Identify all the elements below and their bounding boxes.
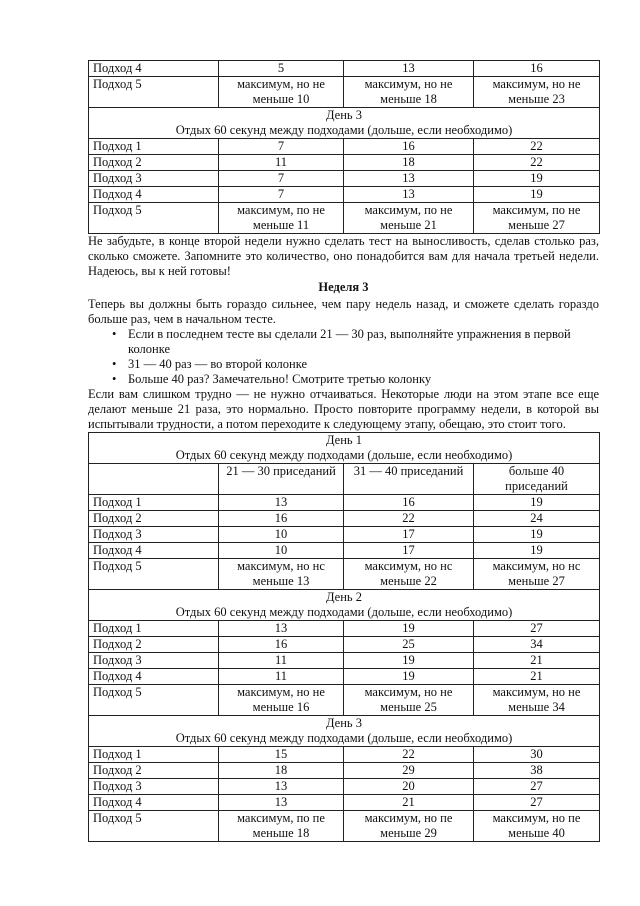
cell-value: 20 <box>344 779 474 795</box>
cell-value: 13 <box>344 187 474 203</box>
cell-value: максимум, по не меньше 27 <box>474 203 600 234</box>
table-row <box>89 747 600 763</box>
cell-value: 15 <box>219 747 344 763</box>
cell-value: 7 <box>219 139 344 155</box>
day-title-cell <box>89 108 600 139</box>
table-week3 <box>88 432 600 842</box>
list-item-text: 31 — 40 раз — во второй колонке <box>128 357 308 371</box>
bullet-icon: • <box>112 357 117 371</box>
cell-value: 11 <box>219 669 344 685</box>
table-row <box>89 77 600 108</box>
empty-header-cell <box>89 464 219 495</box>
column-choice-list <box>88 327 599 387</box>
row-label: Подход 4 <box>89 187 219 203</box>
table-row <box>89 669 600 685</box>
table-row <box>89 187 600 203</box>
rest-note: Отдых 60 секунд между подходами (дольше, если необходимо) <box>175 731 513 745</box>
cell-value: 11 <box>219 653 344 669</box>
row-label: Подход 4 <box>89 543 219 559</box>
cell-value: 19 <box>474 187 600 203</box>
cell-value: 21 <box>474 653 600 669</box>
cell-value: максимум, по пе меньше 18 <box>219 811 344 842</box>
row-label: Подход 3 <box>89 171 219 187</box>
day-header-row <box>89 433 600 464</box>
cell-value: 7 <box>219 171 344 187</box>
cell-value: 18 <box>219 763 344 779</box>
row-label: Подход 5 <box>89 685 219 716</box>
cell-value: 16 <box>344 495 474 511</box>
cell-value: максимум, но не меньше 10 <box>219 77 344 108</box>
cell-value: 11 <box>219 155 344 171</box>
day-header-row <box>89 108 600 139</box>
table-row <box>89 155 600 171</box>
cell-value: 7 <box>219 187 344 203</box>
bullet-icon: • <box>112 327 117 341</box>
table-row <box>89 203 600 234</box>
row-label: Подход 1 <box>89 747 219 763</box>
rest-note: Отдых 60 секунд между подходами (дольше, если необходимо) <box>175 605 513 619</box>
cell-value: 34 <box>474 637 600 653</box>
cell-value: 22 <box>474 155 600 171</box>
list-item-text: Больше 40 раз? Замечательно! Смотрите третью колонку <box>128 372 432 386</box>
day-title: День 2 <box>326 590 362 604</box>
endurance-test-paragraph: Не забудьте, в конце второй недели нужно сделать тест на выносливость, сделав столько раз, сколько сможете. Запомните это количество, оно понадобится вам для начала третьей недели. Надеюсь, вы к ней готовы! <box>88 234 599 278</box>
cell-value: 24 <box>474 511 600 527</box>
day-title: День 3 <box>326 108 362 122</box>
week3-heading: Неделя 3 <box>318 280 369 294</box>
row-label: Подход 4 <box>89 795 219 811</box>
row-label: Подход 4 <box>89 61 219 77</box>
cell-value: 22 <box>344 747 474 763</box>
rest-note: Отдых 60 секунд между подходами (дольше, если необходимо) <box>175 448 513 462</box>
row-label: Подход 5 <box>89 559 219 590</box>
cell-value: 13 <box>219 621 344 637</box>
cell-value: 16 <box>219 511 344 527</box>
cell-value: 29 <box>344 763 474 779</box>
table-row <box>89 61 600 77</box>
row-label: Подход 3 <box>89 653 219 669</box>
cell-value: 19 <box>474 171 600 187</box>
table-row <box>89 763 600 779</box>
cell-value: 27 <box>474 621 600 637</box>
cell-value: 16 <box>344 139 474 155</box>
table-row <box>89 171 600 187</box>
cell-value: 25 <box>344 637 474 653</box>
cell-value: максимум, но нс меньше 22 <box>344 559 474 590</box>
column-header: больше 40 приседаний <box>474 464 600 495</box>
cell-value: максимум, по не меньше 11 <box>219 203 344 234</box>
day-header-row <box>89 590 600 621</box>
cell-value: 10 <box>219 543 344 559</box>
list-item <box>88 327 599 357</box>
encouragement-paragraph: Если вам слишком трудно — не нужно отчаиваться. Некоторые люди на этом этапе все еще делают меньше 21 раза, это нормально. Просто повторите программу недели, в которой вы испытывали трудности, а потом переходите к следующему этапу, обещаю, это стоит того. <box>88 387 599 431</box>
bullet-icon: • <box>112 372 117 386</box>
intro-paragraph: Теперь вы должны быть гораздо сильнее, чем пару недель назад, и сможете сделать гораздо больше раз, чем в начальном тесте. <box>88 297 599 326</box>
row-label: Подход 2 <box>89 155 219 171</box>
row-label: Подход 5 <box>89 811 219 842</box>
cell-value: 13 <box>344 171 474 187</box>
cell-value: 21 <box>344 795 474 811</box>
cell-value: 17 <box>344 527 474 543</box>
row-label: Подход 1 <box>89 495 219 511</box>
row-label: Подход 4 <box>89 669 219 685</box>
table-row <box>89 637 600 653</box>
day-title: День 3 <box>326 716 362 730</box>
day-title-cell <box>89 716 600 747</box>
cell-value: 17 <box>344 543 474 559</box>
day-title: День 1 <box>326 433 362 447</box>
row-label: Подход 1 <box>89 621 219 637</box>
cell-value: 5 <box>219 61 344 77</box>
cell-value: максимум, но нс меньше 27 <box>474 559 600 590</box>
cell-value: 13 <box>219 779 344 795</box>
cell-value: 22 <box>474 139 600 155</box>
cell-value: максимум, но не меньше 34 <box>474 685 600 716</box>
cell-value: максимум, но не меньше 25 <box>344 685 474 716</box>
table-row <box>89 527 600 543</box>
table-row <box>89 811 600 842</box>
row-label: Подход 5 <box>89 203 219 234</box>
cell-value: 19 <box>344 653 474 669</box>
cell-value: 10 <box>219 527 344 543</box>
cell-value: 16 <box>219 637 344 653</box>
row-label: Подход 5 <box>89 77 219 108</box>
cell-value: 16 <box>474 61 600 77</box>
cell-value: 13 <box>219 495 344 511</box>
rest-note: Отдых 60 секунд между подходами (дольше, если необходимо) <box>175 123 513 137</box>
table-row <box>89 543 600 559</box>
cell-value: максимум, по не меньше 21 <box>344 203 474 234</box>
cell-value: максимум, но не меньше 18 <box>344 77 474 108</box>
cell-value: максимум, но не меньше 16 <box>219 685 344 716</box>
table-row <box>89 495 600 511</box>
column-header-row <box>89 464 600 495</box>
table-row <box>89 559 600 590</box>
document-page <box>88 60 599 842</box>
row-label: Подход 2 <box>89 511 219 527</box>
list-item <box>88 357 599 372</box>
cell-value: 13 <box>219 795 344 811</box>
column-header: 31 — 40 приседаний <box>344 464 474 495</box>
row-label: Подход 3 <box>89 779 219 795</box>
list-item <box>88 372 599 387</box>
cell-value: 27 <box>474 795 600 811</box>
day-header-row <box>89 716 600 747</box>
cell-value: 21 <box>474 669 600 685</box>
column-header: 21 — 30 приседаний <box>219 464 344 495</box>
table-row <box>89 511 600 527</box>
cell-value: максимум, но пе меньше 29 <box>344 811 474 842</box>
table-week2-end <box>88 60 600 234</box>
row-label: Подход 2 <box>89 637 219 653</box>
cell-value: 19 <box>474 495 600 511</box>
table-row <box>89 621 600 637</box>
cell-value: 38 <box>474 763 600 779</box>
cell-value: максимум, но нс меньше 13 <box>219 559 344 590</box>
cell-value: 30 <box>474 747 600 763</box>
day-title-cell <box>89 590 600 621</box>
cell-value: 22 <box>344 511 474 527</box>
cell-value: 27 <box>474 779 600 795</box>
cell-value: максимум, но пе меньше 40 <box>474 811 600 842</box>
table-row <box>89 685 600 716</box>
cell-value: 13 <box>344 61 474 77</box>
cell-value: 18 <box>344 155 474 171</box>
table-row <box>89 139 600 155</box>
table-row <box>89 653 600 669</box>
list-item-text: Если в последнем тесте вы сделали 21 — 30 раз, выполняйте упражнения в первой колонке <box>128 327 571 356</box>
table-row <box>89 779 600 795</box>
row-label: Подход 3 <box>89 527 219 543</box>
cell-value: 19 <box>344 621 474 637</box>
row-label: Подход 2 <box>89 763 219 779</box>
cell-value: 19 <box>344 669 474 685</box>
row-label: Подход 1 <box>89 139 219 155</box>
cell-value: 19 <box>474 543 600 559</box>
table-row <box>89 795 600 811</box>
day-title-cell <box>89 433 600 464</box>
cell-value: максимум, но не меньше 23 <box>474 77 600 108</box>
cell-value: 19 <box>474 527 600 543</box>
